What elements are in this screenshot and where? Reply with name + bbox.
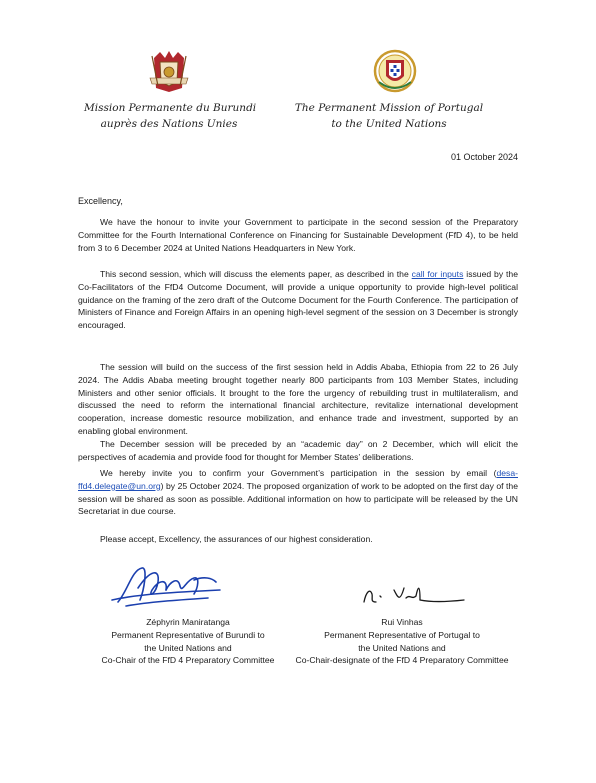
signatory-burundi bbox=[88, 616, 288, 667]
signatory-title-line: Permanent Representative of Portugal to bbox=[324, 629, 480, 640]
signatory-name: Rui Vinhas bbox=[381, 617, 423, 627]
portugal-mission-location: to the United Nations bbox=[331, 118, 447, 130]
paragraph-confirmation bbox=[78, 467, 518, 518]
paragraph-closing bbox=[78, 533, 518, 546]
portugal-mission-name: The Permanent Mission of Portugal bbox=[294, 102, 484, 114]
paragraph-second-session bbox=[78, 268, 518, 332]
paragraph-4-text: The December session will be preceded by an “academic day” on 2 December, which will elicit the perspectives of academia and provide food for thought for Member States’ deliberations. bbox=[78, 439, 518, 462]
signatory-title-line: Permanent Representative of Burundi to bbox=[111, 629, 265, 640]
burundi-mission-name: Mission Permanente du Burundi bbox=[84, 102, 257, 114]
signatory-portugal bbox=[282, 616, 522, 667]
burundi-coat-of-arms-icon bbox=[146, 48, 192, 94]
paragraph-first-session bbox=[78, 361, 518, 438]
burundi-mission-letterhead bbox=[84, 100, 257, 132]
paragraph-6-text: Please accept, Excellency, the assurances of our highest consideration. bbox=[100, 534, 373, 544]
paragraph-invitation bbox=[78, 216, 518, 254]
delegate-email-link[interactable]: desa-ffd4.delegate@un.org bbox=[78, 468, 518, 491]
signatory-title-line: Co-Chair-designate of the FfD 4 Preparatory Committee bbox=[295, 655, 509, 666]
paragraph-academic-day bbox=[78, 438, 518, 464]
burundi-mission-location: auprès des Nations Unies bbox=[100, 118, 238, 130]
paragraph-5-text bbox=[78, 467, 518, 518]
signatory-title-line: Co-Chair of the FfD 4 Preparatory Committee bbox=[101, 655, 275, 666]
portugal-mission-letterhead bbox=[294, 100, 484, 132]
signatory-title-line: the United Nations and bbox=[144, 642, 232, 653]
letter-date: 01 October 2024 bbox=[450, 152, 518, 162]
paragraph-2-text bbox=[78, 268, 518, 332]
paragraph-2-text-end: issued by the Co-Facilitators of the FfD4 Outcome Document, will provide a unique opportunity to provide high-level political guidance on the framing of the zero draft of the Outcome Document for the Fourth Conference. The participation of Ministers of Finance and Foreign Affairs in an opening high-level segment of the session on 3 December is strongly encouraged. bbox=[78, 269, 518, 331]
signatory-name: Zéphyrin Maniratanga bbox=[146, 617, 230, 627]
paragraph-5-text-start: We hereby invite you to confirm your Government’s participation in the session by email ( bbox=[100, 468, 497, 478]
call-for-inputs-link[interactable]: call for inputs bbox=[411, 269, 464, 279]
salutation: Excellency, bbox=[78, 196, 123, 206]
signatory-title-line: the United Nations and bbox=[358, 642, 446, 653]
maniratanga-signature-icon bbox=[108, 560, 228, 610]
paragraph-1-text: We have the honour to invite your Government to participate in the second session of the Preparatory Committee for the Fourth International Conference on Financing for Sustainable Development (FfD 4), to be held from 3 to 6 December 2024 at United Nations Headquarters in New York. bbox=[78, 217, 518, 253]
paragraph-3-text: The session will build on the success of the first session held in Addis Ababa, Ethiopia from 22 to 26 July 2024. The Addis Ababa meeting brought together nearly 800 participants from 103 Member States, including Ministers and other senior officials. It brought to the fore the urgency of rebuilding trust in multilateralism, and discussed the need to reform the international financial architecture, revitalize international development cooperation, increase domestic resource mobilization, and enhance trade and investment, supported by an enabling global environment. bbox=[78, 362, 518, 436]
paragraph-2-text-start: This second session, which will discuss the elements paper, as described in the bbox=[100, 269, 412, 279]
portugal-coat-of-arms-icon bbox=[373, 48, 417, 94]
paragraph-5-text-end: ) by 25 October 2024. The proposed organization of work to be adopted on the first day of the session will be shared as soon as possible. Additional information on how to participate will be released by the UN Secretariat in due course. bbox=[78, 480, 518, 517]
vinhas-signature-icon bbox=[360, 580, 468, 610]
